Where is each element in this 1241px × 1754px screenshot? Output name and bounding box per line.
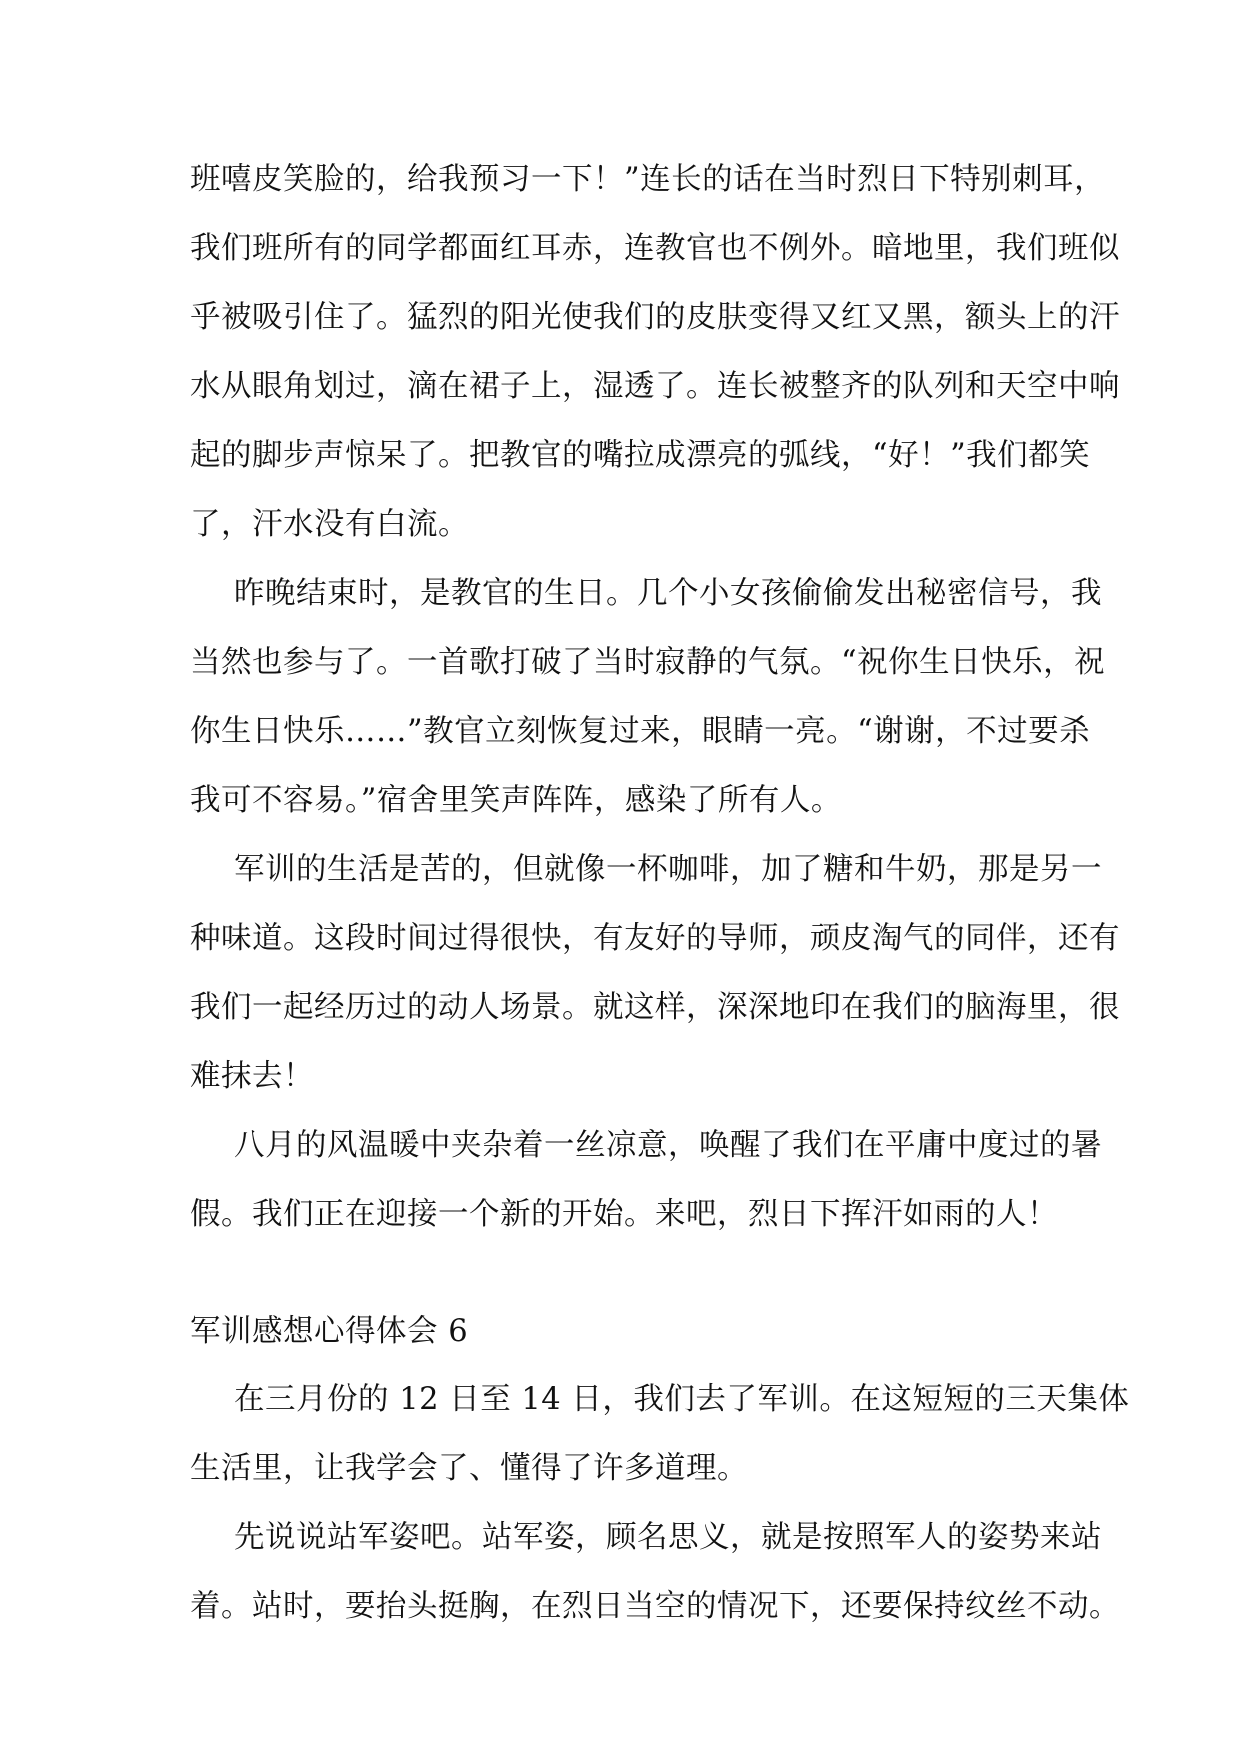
paragraph-3-line-3: 我们一起经历过的动人场景。就这样，深深地印在我们的脑海里，很	[190, 990, 1120, 1025]
paragraph-1-line-4: 水从眼角划过，滴在裙子上，湿透了。连长被整齐的队列和天空中响	[190, 369, 1120, 404]
paragraph-3-line-4: 难抹去！	[190, 1059, 314, 1094]
paragraph-2-line-3: 你生日快乐……”教官立刻恢复过来，眼睛一亮。“谢谢，不过要杀	[190, 714, 1091, 749]
paragraph-1-line-2: 我们班所有的同学都面红耳赤，连教官也不例外。暗地里，我们班似	[190, 231, 1120, 266]
section-title: 军训感想心得体会 6	[190, 1314, 469, 1349]
paragraph-3-line-2: 种味道。这段时间过得很快，有友好的导师，顽皮淘气的同伴，还有	[190, 921, 1120, 956]
paragraph-2-line-4: 我可不容易。”宿舍里笑声阵阵，感染了所有人。	[190, 783, 842, 818]
paragraph-4-line-2: 假。我们正在迎接一个新的开始。来吧，烈日下挥汗如雨的人！	[190, 1197, 1058, 1232]
paragraph-5-line-1: 在三月份的 12 日至 14 日，我们去了军训。在这短短的三天集体	[234, 1382, 1130, 1417]
paragraph-2-line-2: 当然也参与了。一首歌打破了当时寂静的气氛。“祝你生日快乐，祝	[190, 645, 1106, 680]
paragraph-5-line-2: 生活里，让我学会了、懂得了许多道理。	[190, 1451, 748, 1486]
paragraph-4-line-1: 八月的风温暖中夹杂着一丝凉意，唤醒了我们在平庸中度过的暑	[234, 1128, 1102, 1163]
paragraph-1-line-5: 起的脚步声惊呆了。把教官的嘴拉成漂亮的弧线，“好！”我们都笑	[190, 438, 1091, 473]
paragraph-1-line-1: 班嘻皮笑脸的，给我预习一下！”连长的话在当时烈日下特别刺耳，	[190, 162, 1106, 197]
paragraph-2-line-1: 昨晚结束时，是教官的生日。几个小女孩偷偷发出秘密信号，我	[234, 576, 1102, 611]
paragraph-1-line-3: 乎被吸引住了。猛烈的阳光使我们的皮肤变得又红又黑，额头上的汗	[190, 300, 1120, 335]
paragraph-6-line-2: 着。站时，要抬头挺胸，在烈日当空的情况下，还要保持纹丝不动。	[190, 1589, 1120, 1624]
paragraph-6-line-1: 先说说站军姿吧。站军姿，顾名思义，就是按照军人的姿势来站	[234, 1520, 1102, 1555]
paragraph-1-line-6: 了，汗水没有白流。	[190, 507, 469, 542]
paragraph-3-line-1: 军训的生活是苦的，但就像一杯咖啡，加了糖和牛奶，那是另一	[234, 852, 1102, 887]
